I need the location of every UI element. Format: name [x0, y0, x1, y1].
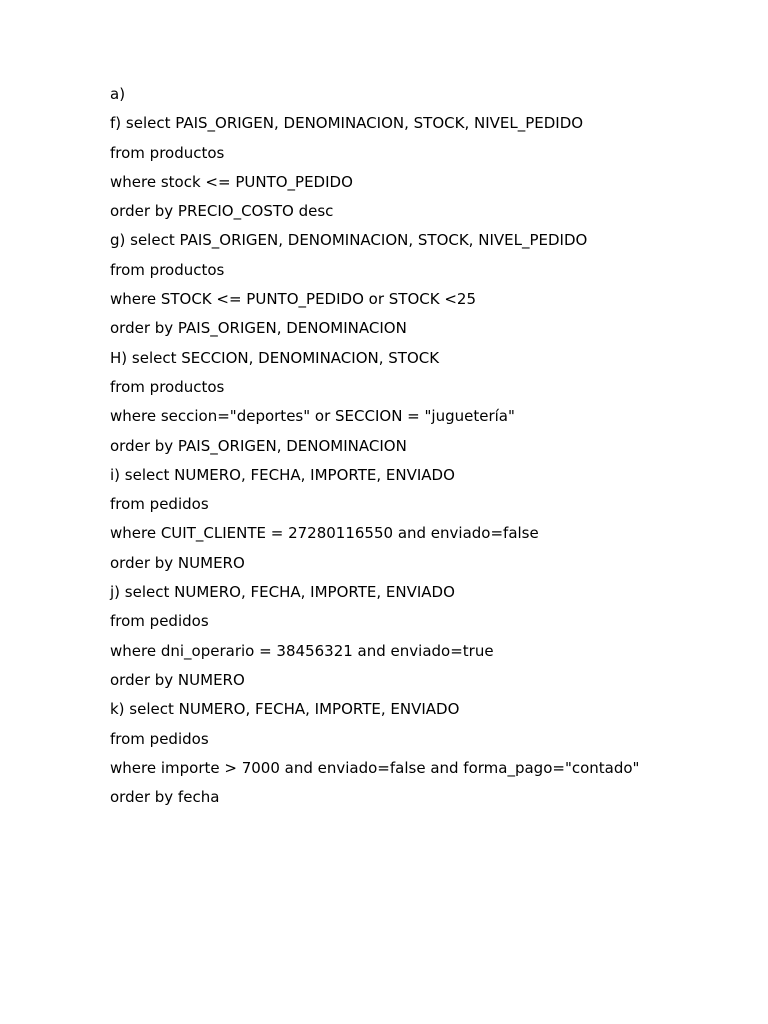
text-line: where stock <= PUNTO_PEDIDO [110, 172, 353, 191]
text-line: a) [110, 85, 126, 103]
text-line: i) select NUMERO, FECHA, IMPORTE, ENVIADO [110, 465, 455, 484]
text-line: order by PAIS_ORIGEN, DENOMINACION [110, 436, 407, 455]
text-line: where CUIT_CLIENTE = 27280116550 and enviado=false [110, 524, 539, 543]
text-line: from productos [110, 143, 225, 162]
text-line: j) select NUMERO, FECHA, IMPORTE, ENVIADO [110, 583, 455, 602]
text-line: order by PRECIO_COSTO desc [110, 202, 334, 221]
text-line: f) select PAIS_ORIGEN, DENOMINACION, STOCK, NIVEL_PEDIDO [110, 114, 584, 133]
text-line: from pedidos [110, 612, 209, 631]
text-line: from productos [110, 260, 225, 279]
text-line: from pedidos [110, 729, 209, 748]
text-line: from productos [110, 377, 225, 396]
document-page [110, 84, 730, 816]
text-line: g) select PAIS_ORIGEN, DENOMINACION, STOCK, NIVEL_PEDIDO [110, 231, 588, 250]
text-line: where importe > 7000 and enviado=false and forma_pago="contado" [110, 758, 640, 777]
text-line: k) select NUMERO, FECHA, IMPORTE, ENVIADO [110, 700, 460, 719]
text-line: from pedidos [110, 495, 209, 514]
text-line: order by NUMERO [110, 553, 245, 572]
text-line: where STOCK <= PUNTO_PEDIDO or STOCK <25 [110, 290, 476, 309]
text-line: order by fecha [110, 788, 220, 807]
text-line: where dni_operario = 38456321 and enviado=true [110, 641, 494, 660]
text-line: order by NUMERO [110, 670, 245, 689]
text-line: where seccion="deportes" or SECCION = "juguetería" [110, 407, 515, 426]
text-line: order by PAIS_ORIGEN, DENOMINACION [110, 319, 407, 338]
text-line: H) select SECCION, DENOMINACION, STOCK [110, 348, 440, 367]
